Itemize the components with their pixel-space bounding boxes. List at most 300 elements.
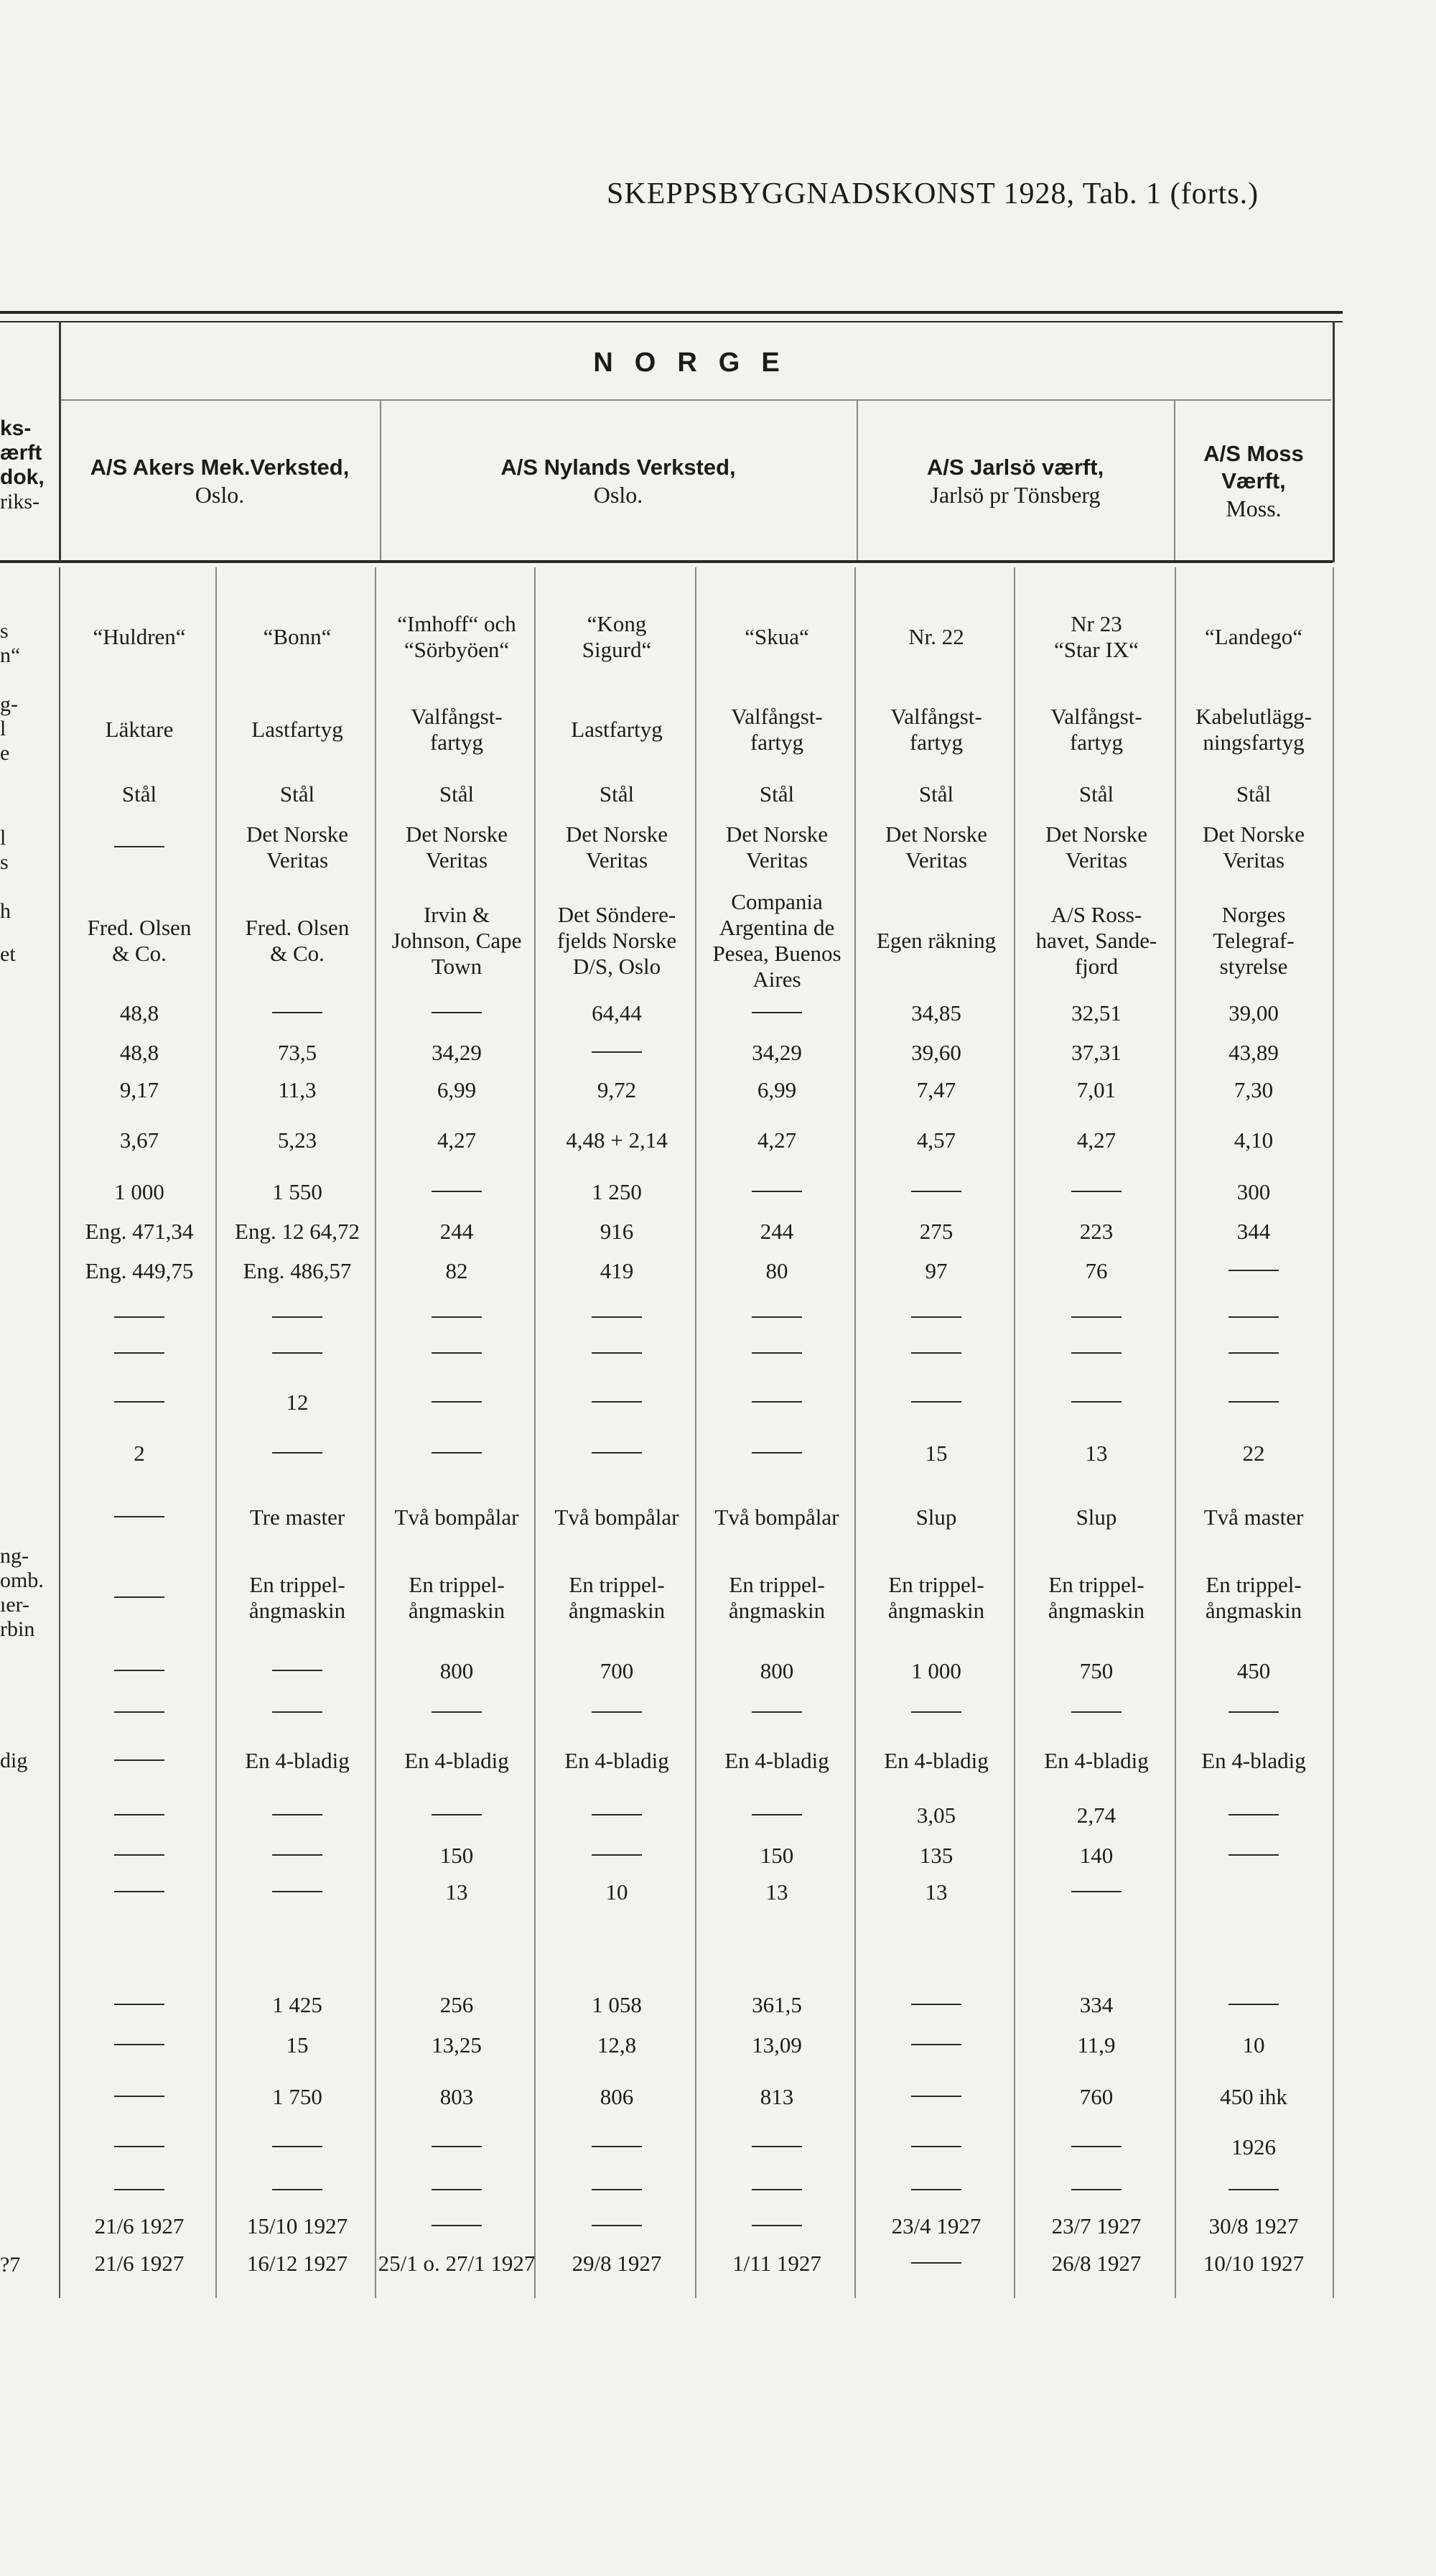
table-cell — [697, 1505, 857, 1530]
cell-line: 22 — [1242, 1441, 1265, 1466]
cell-line: 244 — [760, 1219, 794, 1244]
table-cell — [536, 1127, 697, 1153]
table-cell — [1177, 2177, 1330, 2203]
table-cell — [857, 1077, 1016, 1103]
dash-mark — [114, 2096, 164, 2097]
table-cell — [218, 2134, 377, 2160]
table-cell — [218, 1700, 377, 1726]
table-cell — [1016, 1390, 1177, 1415]
cell-line: 361,5 — [752, 1992, 802, 2017]
cell-line: 23/4 1927 — [891, 2213, 982, 2238]
cell-line — [432, 1441, 482, 1466]
cell-line: ångmaskin — [1205, 1598, 1302, 1623]
dash-mark — [752, 2146, 802, 2147]
cell-line — [1228, 1305, 1279, 1331]
dash-mark — [432, 1191, 482, 1192]
cell-line — [272, 1305, 322, 1331]
cell-line: ningsfartyg — [1203, 730, 1305, 755]
dash-mark — [114, 1711, 164, 1713]
table-cell — [857, 1879, 1016, 1905]
table-cell — [697, 1305, 857, 1331]
cell-line: ångmaskin — [887, 1598, 985, 1623]
table-cell — [218, 1441, 377, 1466]
table-cell — [218, 1879, 377, 1905]
table-cell — [1177, 1843, 1330, 1869]
cell-line: 760 — [1079, 2084, 1114, 2109]
cell-line: Egen räkning — [876, 928, 997, 953]
cell-line: Två bompålar — [394, 1505, 519, 1530]
cell-line: Stål — [1236, 781, 1272, 806]
table-cell — [536, 2084, 697, 2110]
table-cell — [1016, 1572, 1177, 1624]
table-cell — [377, 1000, 536, 1026]
cell-line — [592, 1843, 642, 1869]
cell-line: “Landego“ — [1205, 624, 1302, 649]
cell-line: 3,67 — [119, 1127, 159, 1153]
table-cell — [536, 1505, 697, 1530]
cell-line — [272, 1843, 322, 1869]
dash-mark — [114, 1891, 164, 1892]
yard-place: Jarlsö pr Tönsberg — [930, 482, 1101, 508]
cell-line: En 4-bladig — [245, 1748, 350, 1773]
cell-line — [592, 1390, 642, 1415]
table-cell — [377, 1127, 536, 1153]
cell-line: 82 — [445, 1258, 468, 1283]
table-cell — [1016, 1803, 1177, 1828]
left-label-line: s — [0, 619, 9, 643]
cell-line — [1071, 2134, 1122, 2160]
cell-line: 1 425 — [272, 1992, 322, 2017]
table-cell — [536, 1658, 697, 1684]
cell-line: Tre master — [249, 1505, 345, 1530]
table-cell — [218, 1127, 377, 1153]
table-cell — [1016, 1992, 1177, 2018]
cell-line — [592, 1441, 642, 1466]
cell-line — [272, 1700, 322, 1726]
table-cell — [1016, 1879, 1177, 1905]
left-label-line: n“ — [0, 643, 21, 667]
cell-line: 450 — [1236, 1658, 1271, 1683]
cell-line — [1071, 1179, 1122, 1205]
cell-line: D/S, Oslo — [572, 954, 661, 979]
dash-mark — [272, 1814, 322, 1815]
cell-line — [1071, 1305, 1122, 1331]
table-cell — [377, 1179, 536, 1205]
cell-line — [432, 1803, 482, 1828]
cell-line: Lastfartyg — [571, 717, 663, 742]
table-cell — [536, 1179, 697, 1205]
cell-line: ångmaskin — [248, 1598, 346, 1623]
table-cell — [857, 2177, 1016, 2203]
table-cell — [697, 1803, 857, 1828]
dash-mark — [114, 2146, 164, 2147]
cell-line: 39,60 — [911, 1040, 961, 1065]
dash-mark — [592, 1814, 642, 1815]
table-cell — [697, 1843, 857, 1869]
cell-line — [1228, 1700, 1279, 1726]
table-cell — [1016, 1000, 1177, 1026]
table-cell — [697, 704, 857, 755]
cell-line: Stål — [121, 781, 157, 806]
table-cell — [697, 822, 857, 873]
cell-line — [911, 2032, 961, 2058]
cell-line — [272, 1000, 322, 1026]
cell-line — [911, 2251, 961, 2277]
dash-mark — [911, 1352, 961, 1354]
table-cell — [218, 2213, 377, 2239]
table-cell — [857, 1803, 1016, 1828]
cell-line: Det Norske — [1202, 822, 1305, 847]
table-cell — [1177, 902, 1330, 980]
table-cell — [697, 2134, 857, 2160]
table-cell — [218, 2032, 377, 2058]
dash-mark — [432, 2189, 482, 2190]
cell-line — [592, 1803, 642, 1828]
cell-line: 43,89 — [1228, 1040, 1279, 1065]
table-cell — [536, 1390, 697, 1415]
left-label-line: s — [0, 850, 9, 874]
cell-line: Valfångst- — [411, 704, 503, 729]
table-cell — [536, 1441, 697, 1466]
cell-line: 135 — [919, 1843, 954, 1868]
cell-line: 256 — [439, 1992, 474, 2017]
cell-line — [1228, 1390, 1279, 1415]
cell-line: 15/10 1927 — [246, 2213, 348, 2238]
dash-mark — [592, 1051, 642, 1053]
table-cell — [857, 1341, 1016, 1367]
dash-mark — [911, 1191, 961, 1192]
dash-mark — [911, 1401, 961, 1403]
dash-mark — [1071, 1191, 1122, 1192]
table-cell — [377, 1992, 536, 2018]
cell-line — [752, 1390, 802, 1415]
yard-divider-1 — [380, 401, 381, 560]
cell-line: Aires — [752, 967, 801, 992]
cell-line — [752, 1803, 802, 1828]
cell-line: Stål — [918, 781, 954, 806]
cell-line — [752, 2134, 802, 2160]
cell-line: Veritas — [745, 847, 808, 873]
table-cell — [377, 704, 536, 755]
table-cell — [536, 1843, 697, 1869]
cell-line: 32,51 — [1071, 1000, 1122, 1026]
left-label-line: l — [0, 717, 6, 740]
cell-line: 21/6 1927 — [94, 2251, 185, 2276]
cell-line: 13 — [925, 1879, 948, 1905]
table-cell — [61, 2213, 218, 2239]
dash-mark — [432, 1814, 482, 1815]
cell-line — [1071, 2177, 1122, 2203]
table-cell — [1016, 2032, 1177, 2058]
cell-line: En trippel- — [409, 1572, 505, 1597]
table-cell — [218, 915, 377, 967]
table-cell — [218, 624, 377, 650]
table-cell — [61, 1992, 218, 2018]
table-cell — [1016, 1219, 1177, 1245]
table-cell — [61, 915, 218, 967]
table-cell — [1016, 1748, 1177, 1774]
cell-line: & Co. — [270, 941, 325, 966]
dash-mark — [272, 1352, 322, 1354]
dash-mark — [752, 2225, 802, 2226]
cell-line: 15 — [286, 2032, 309, 2057]
left-label-type — [0, 692, 57, 766]
table-cell — [377, 822, 536, 873]
cell-line: Veritas — [585, 847, 648, 873]
cell-line: 916 — [600, 1219, 634, 1244]
cell-line: 4,27 — [757, 1127, 797, 1153]
table-cell — [218, 1748, 377, 1774]
table-cell — [536, 1700, 697, 1726]
table-cell — [857, 2213, 1016, 2239]
dash-mark — [752, 1711, 802, 1713]
cell-line — [1228, 1803, 1279, 1828]
left-label-line: e — [0, 741, 10, 765]
cell-line: 1 000 — [911, 1658, 961, 1683]
cell-line — [1228, 1992, 1279, 2018]
table-cell — [1016, 1040, 1177, 1066]
table-cell — [1177, 781, 1330, 807]
cell-line — [592, 2134, 642, 2160]
cell-line: Eng. 471,34 — [85, 1219, 194, 1244]
yard-divider-3 — [1174, 401, 1175, 560]
cell-line: En 4-bladig — [404, 1748, 509, 1773]
dash-mark — [114, 1854, 164, 1856]
table-cell — [697, 1341, 857, 1367]
cell-line — [114, 1748, 164, 1774]
table-cell — [857, 704, 1016, 755]
table-cell — [857, 1390, 1016, 1415]
cell-line — [1071, 1879, 1122, 1905]
dash-mark — [272, 1854, 322, 1856]
cell-line: 1 250 — [592, 1179, 642, 1204]
table-cell — [61, 1843, 218, 1869]
table-cell — [536, 1879, 697, 1905]
left-label-line: h — [0, 899, 11, 923]
cell-line — [1071, 1700, 1122, 1726]
cell-line: 800 — [439, 1658, 474, 1683]
cell-line — [1228, 1341, 1279, 1367]
cell-line — [432, 2177, 482, 2203]
cell-line — [272, 1341, 322, 1367]
table-cell — [1177, 1803, 1330, 1828]
table-cell — [1177, 1305, 1330, 1331]
cell-line: 11,9 — [1077, 2032, 1116, 2057]
cell-line: 7,01 — [1076, 1077, 1116, 1102]
cell-line: Valfångst- — [890, 704, 982, 729]
top-rule-thin — [0, 321, 1343, 322]
dash-mark — [432, 1401, 482, 1403]
dash-mark — [1228, 1814, 1279, 1815]
cell-line — [432, 1305, 482, 1331]
cell-line: Veritas — [905, 847, 968, 873]
cell-line: 48,8 — [119, 1000, 159, 1026]
table-cell — [377, 1390, 536, 1415]
table-cell — [377, 1219, 536, 1245]
cell-line — [114, 1992, 164, 2018]
country-rule — [60, 399, 1331, 401]
cell-line: Veritas — [1222, 847, 1285, 873]
table-cell — [1016, 1127, 1177, 1153]
cell-line: Johnson, Cape — [391, 928, 522, 953]
cell-line: Stål — [1078, 781, 1114, 806]
cell-line: Det Norske — [885, 822, 988, 847]
dash-mark — [432, 1012, 482, 1013]
cell-line: Nr 23 — [1071, 611, 1122, 636]
dash-mark — [592, 1316, 642, 1318]
cell-line — [592, 1040, 642, 1066]
left-label-prop — [0, 1749, 57, 1773]
cell-line: fjelds Norske — [556, 928, 677, 953]
table-cell — [61, 624, 218, 650]
cell-line: 4,27 — [437, 1127, 477, 1153]
table-cell — [697, 1000, 857, 1026]
cell-line — [272, 2177, 322, 2203]
cell-line: Det Norske — [405, 822, 508, 847]
dash-mark — [752, 1191, 802, 1192]
cell-line: styrelse — [1219, 954, 1288, 979]
cell-line — [1228, 1258, 1279, 1284]
table-cell — [536, 717, 697, 743]
cell-line: Telegraf- — [1213, 928, 1295, 953]
cell-line: 80 — [765, 1258, 788, 1283]
cell-line: 2 — [134, 1441, 145, 1466]
table-cell — [697, 889, 857, 992]
cell-line: 1/11 1927 — [732, 2251, 821, 2276]
cell-line: 9,72 — [597, 1077, 637, 1102]
table-cell — [1177, 1700, 1330, 1726]
page-title: SKEPPSBYGGNADSKONST 1928, Tab. 1 (forts.) — [607, 177, 1259, 210]
cell-line — [114, 1341, 164, 1367]
yard-nylands — [382, 402, 854, 560]
dash-mark — [114, 1316, 164, 1318]
cell-line: 30/8 1927 — [1208, 2213, 1299, 2238]
cell-line — [114, 1390, 164, 1415]
cell-line — [911, 2084, 961, 2110]
table-cell — [1016, 2177, 1177, 2203]
table-cell — [857, 1658, 1016, 1684]
cell-line — [592, 1341, 642, 1367]
left-label-line: riks- — [0, 490, 39, 513]
yard-jarlso — [859, 402, 1172, 560]
table-cell — [1177, 1658, 1330, 1684]
cell-line: Lastfartyg — [251, 717, 343, 742]
cell-line: 7,47 — [916, 1077, 956, 1102]
table-cell — [1177, 1077, 1330, 1103]
dash-mark — [1071, 2189, 1122, 2190]
cell-line: Valfångst- — [1050, 704, 1142, 729]
dash-mark — [911, 2096, 961, 2097]
cell-line: 334 — [1079, 1992, 1114, 2017]
cell-line — [911, 1992, 961, 2018]
cell-line: En trippel- — [1206, 1572, 1302, 1597]
cell-line — [1228, 1843, 1279, 1869]
table-cell — [1016, 2134, 1177, 2160]
table-cell — [536, 781, 697, 807]
table-cell — [61, 1390, 218, 1415]
cell-line: 1 000 — [114, 1179, 164, 1204]
table-cell — [536, 2177, 697, 2203]
cell-line: 13,25 — [432, 2032, 482, 2057]
cell-line: Norges — [1221, 902, 1286, 927]
col-rule-0 — [59, 567, 60, 2298]
table-cell — [377, 1748, 536, 1774]
table-cell — [1016, 1077, 1177, 1103]
dash-mark — [432, 1316, 482, 1318]
table-cell — [857, 1441, 1016, 1466]
cell-line — [272, 1441, 322, 1466]
table-cell — [536, 611, 697, 663]
cell-line: Veritas — [1065, 847, 1128, 873]
cell-line: Det Söndere- — [557, 902, 676, 927]
table-cell — [857, 1219, 1016, 1245]
table-cell — [1177, 1127, 1330, 1153]
cell-line — [752, 1305, 802, 1331]
table-cell — [1016, 1700, 1177, 1726]
table-cell — [61, 1658, 218, 1684]
table-cell — [536, 1992, 697, 2018]
table-cell — [857, 2032, 1016, 2058]
cell-line: 25/1 o. 27/1 1927 — [378, 2251, 536, 2276]
dash-mark — [114, 1352, 164, 1354]
cell-line: ångmaskin — [728, 1598, 826, 1623]
cell-line: 300 — [1236, 1179, 1271, 1204]
left-label-line: et — [0, 942, 16, 966]
table-cell — [1177, 1748, 1330, 1774]
cell-line: 5,23 — [277, 1127, 317, 1153]
dash-mark — [114, 2189, 164, 2190]
cell-line: 6,99 — [437, 1077, 477, 1102]
yard-name: A/S Akers Mek.Verksted, — [90, 455, 350, 480]
cell-line: En 4-bladig — [884, 1748, 989, 1773]
table-cell — [1016, 1441, 1177, 1466]
cell-line: 150 — [760, 1843, 794, 1868]
dash-mark — [432, 1711, 482, 1713]
cell-line: 2,74 — [1076, 1803, 1116, 1828]
table-cell — [61, 1219, 218, 1245]
yard-name: A/S Jarlsö værft, — [926, 455, 1104, 480]
cell-line: Town — [431, 954, 482, 979]
cell-line: 223 — [1079, 1219, 1114, 1244]
yard-place: Oslo. — [593, 482, 643, 508]
dash-mark — [592, 2146, 642, 2147]
table-cell — [377, 1700, 536, 1726]
cell-line: 21/6 1927 — [94, 2213, 185, 2238]
dash-mark — [272, 1891, 322, 1892]
cell-line: Compania — [731, 889, 823, 914]
dash-mark — [114, 1596, 164, 1598]
table-cell — [377, 1305, 536, 1331]
table-cell — [377, 1258, 536, 1284]
cell-line: 64,44 — [592, 1000, 642, 1026]
cell-line: 806 — [600, 2084, 634, 2109]
cell-line: Eng. 12 64,72 — [235, 1219, 360, 1244]
table-cell — [536, 1305, 697, 1331]
table-cell — [377, 1040, 536, 1066]
dash-mark — [911, 2004, 961, 2005]
dash-mark — [1228, 1401, 1279, 1403]
dash-mark — [1228, 1316, 1279, 1318]
table-cell — [61, 2177, 218, 2203]
cell-line: 76 — [1085, 1258, 1108, 1283]
left-label-line: dig — [0, 1749, 28, 1772]
table-cell — [218, 1390, 377, 1415]
table-cell — [377, 2177, 536, 2203]
cell-line — [432, 1390, 482, 1415]
table-cell — [377, 2251, 536, 2277]
cell-line: 23/7 1927 — [1051, 2213, 1142, 2238]
dash-mark — [592, 2189, 642, 2190]
